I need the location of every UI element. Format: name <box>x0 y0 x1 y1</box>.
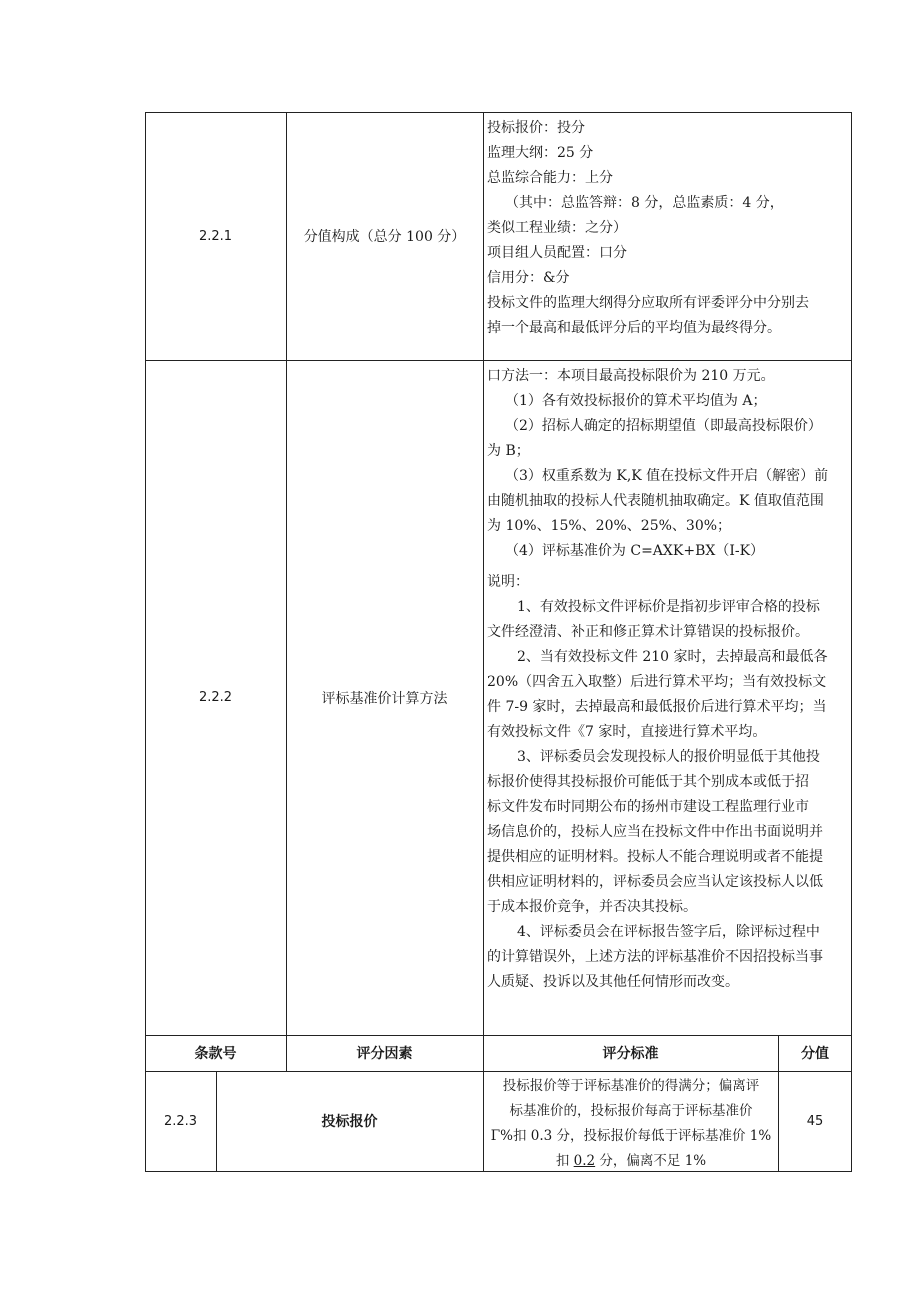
header-factor: 评分因素 <box>356 1046 413 1062</box>
standard-line: 文件经澄清、补正和修正算术计算错误的投标报价。 <box>487 624 809 640</box>
bid-price-line-4 <box>486 1149 776 1174</box>
standard-line: 有效投标文件《7 家时，直接进行算术平均。 <box>487 724 767 740</box>
standard-line: （其中：总监答辩：8 分，总监素质：4 分， <box>505 195 784 211</box>
standard-line: 口方法一：本项目最高投标限价为 210 万元。 <box>487 368 775 384</box>
header-clause: 条款号 <box>194 1046 237 1062</box>
header-standard: 评分标准 <box>602 1046 659 1062</box>
standard-line: 投标文件的监理大纲得分应取所有评委评分中分别去 <box>487 295 809 311</box>
standard-line: （3）权重系数为 K,K 值在投标文件开启（解密）前 <box>505 468 829 484</box>
score-bid-price: 45 <box>806 1113 824 1129</box>
standard-benchmark-method <box>484 360 851 1035</box>
standard-line: 标文件发布时同期公布的扬州市建设工程监理行业市 <box>487 799 809 815</box>
standard-score-composition <box>484 112 851 360</box>
standard-line: 项目组人员配置：口分 <box>487 245 627 261</box>
standard-line: 4、评标委员会在评标报告签字后，除评标过程中 <box>517 924 820 940</box>
factor-bid-price: 投标报价 <box>321 1114 378 1130</box>
standard-line: 为 B； <box>487 443 530 459</box>
standard-line: 由随机抽取的投标人代表随机抽取确定。K 值取值范围 <box>487 493 824 509</box>
bid-price-deduction-value: 0.2 <box>573 1153 596 1169</box>
standard-line: 3、评标委员会发现投标人的报价明显低于其他投 <box>517 749 820 765</box>
standard-line: （4）评标基准价为 C=AXK+BX（I-K） <box>505 543 765 559</box>
standard-line: 的计算错误外，上述方法的评标基准价不因招投标当事 <box>487 949 823 965</box>
bid-price-line-4-prefix: 扣 <box>555 1153 574 1169</box>
clause-2-2-2: 2.2.2 <box>198 690 233 705</box>
standard-line: （1）各有效投标报价的算术平均值为 A； <box>505 393 767 409</box>
standard-line: 为 10%、15%、20%、25%、30%； <box>487 518 732 534</box>
standard-line: 掉一个最高和最低评分后的平均值为最终得分。 <box>487 320 781 336</box>
clause-2-2-1: 2.2.1 <box>198 228 233 244</box>
standard-line: 1、有效投标文件评标价是指初步评审合格的投标 <box>517 599 820 615</box>
bid-price-line-2: 标基准价的，投标报价每高于评标基准价 <box>509 1103 753 1119</box>
standard-line: 20%（四舍五入取整）后进行算术平均；当有效投标文 <box>487 674 827 690</box>
standard-line: 件 7-9 家时，去掉最高和最低报价后进行算术平均；当 <box>487 699 827 715</box>
bid-price-line-1: 投标报价等于评标基准价的得满分；偏离评 <box>502 1078 760 1094</box>
standard-line: 监理大纲：25 分 <box>487 145 594 161</box>
standard-line: 标报价使得其投标报价可能低于其个别成本或低于招 <box>487 774 809 790</box>
standard-line: 说明： <box>487 574 529 590</box>
header-score: 分值 <box>801 1046 829 1062</box>
standard-line: 投标报价：投分 <box>487 120 585 136</box>
standard-line: 总监综合能力：上分 <box>487 170 613 186</box>
standard-line: 供相应证明材料的，评标委员会应当认定该投标人以低 <box>487 874 823 890</box>
standard-line: 提供相应的证明材料。投标人不能合理说明或者不能提 <box>487 849 823 865</box>
standard-line: （2）招标人确定的招标期望值（即最高投标限价） <box>505 418 822 434</box>
standard-line: 信用分：&分 <box>487 270 570 286</box>
standard-line: 场信息价的，投标人应当在投标文件中作出书面说明并 <box>487 824 823 840</box>
standard-line: 于成本报价竞争，并否决其投标。 <box>487 899 697 915</box>
bid-price-line-3: Γ%扣 0.3 分，投标报价每低于评标基准价 1% <box>490 1128 772 1144</box>
clause-2-2-3: 2.2.3 <box>163 1113 198 1129</box>
factor-score-composition: 分值构成（总分 100 分） <box>303 229 466 245</box>
standard-line: 类似工程业绩：之分） <box>487 220 627 236</box>
standard-bid-price <box>484 1071 778 1171</box>
standard-line: 人质疑、投诉以及其他任何情形而改变。 <box>487 974 739 990</box>
bid-price-line-4-suffix: 分，偏离不足 1% <box>595 1153 707 1169</box>
factor-benchmark-method: 评标基准价计算方法 <box>321 690 448 707</box>
standard-line: 2、当有效投标文件 210 家时，去掉最高和最低各 <box>517 649 828 665</box>
